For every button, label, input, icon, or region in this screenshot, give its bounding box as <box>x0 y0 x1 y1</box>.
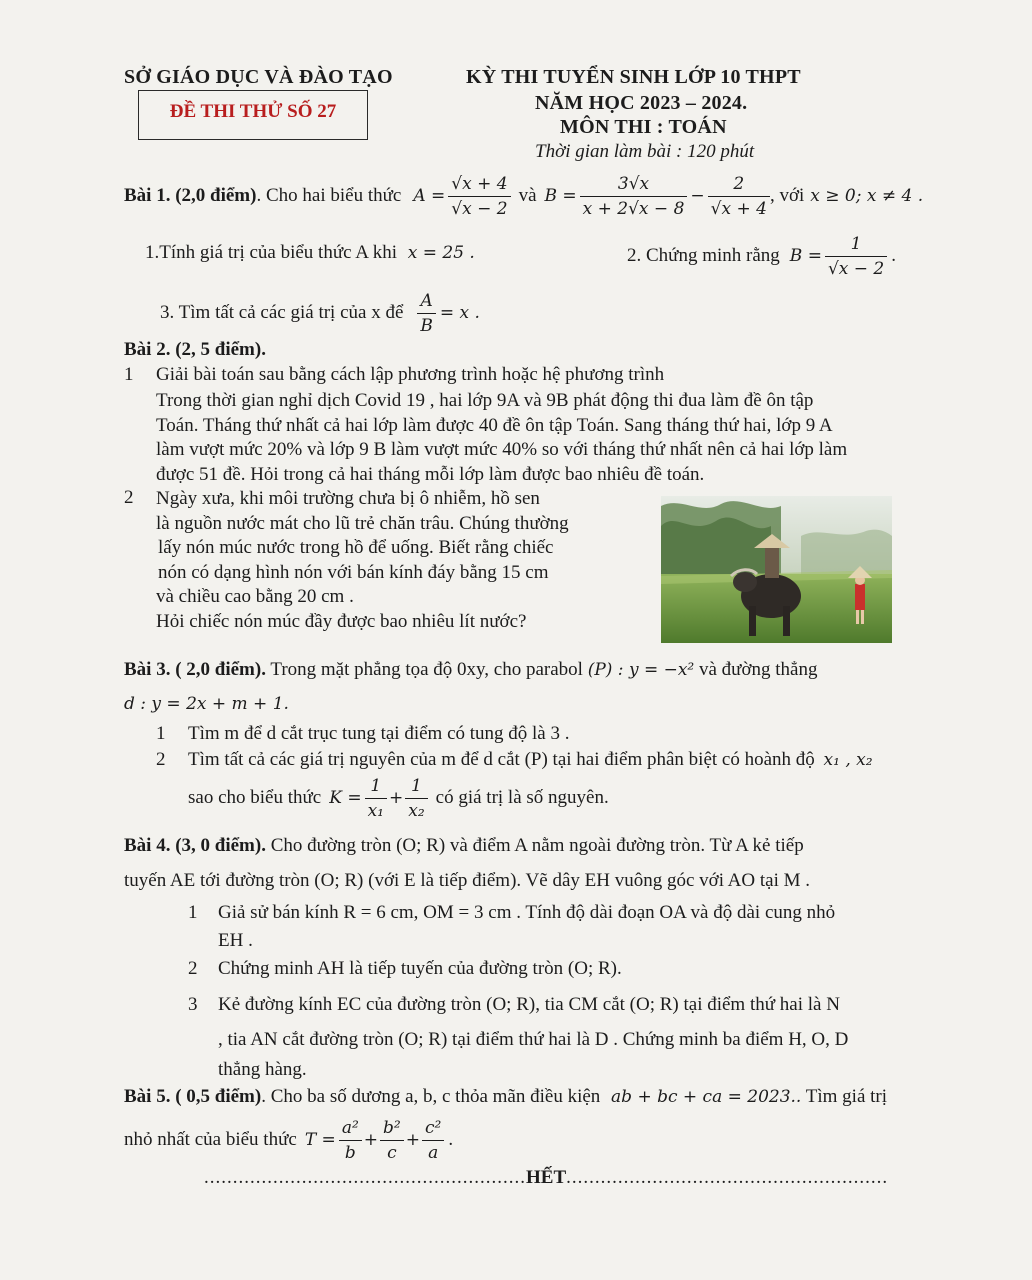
bai3-statement <box>124 659 818 681</box>
bai1-intro: . Cho hai biểu thức <box>256 185 402 206</box>
bai3-q2 <box>188 749 873 771</box>
dots-right: ........................................................ <box>566 1167 889 1188</box>
bai1-q2-fraction <box>825 232 887 281</box>
bai4-title: Bài 4. (3, 0 điểm). <box>124 835 266 856</box>
bai1-title: Bài 1. (2,0 điểm) <box>124 185 257 206</box>
T-numerator-2: b² <box>380 1116 404 1141</box>
bai4-q3b: , tia AN cắt đường tròn (O; R) tại điểm thứ hai là D . Chứng minh ba điểm H, O, D <box>218 1029 849 1050</box>
K-fraction-2 <box>405 774 427 823</box>
end-label: HẾT <box>526 1167 567 1188</box>
bai1-q2-lhs: B = <box>789 246 822 266</box>
bai4-q1: Giả sử bán kính R = 6 cm, OM = 3 cm . Tính độ dài đoạn OA và độ dài cung nhỏ <box>218 902 836 923</box>
bai3-parabola: (P) : y = −x² <box>587 660 695 680</box>
bai4-q1b: EH . <box>218 930 253 951</box>
bai1-q2-denominator: √x − 2 <box>827 258 885 279</box>
T-denominator-2: c <box>387 1142 397 1163</box>
bai2-p2-number: 2 <box>124 487 134 508</box>
bai2-p2-line: Ngày xưa, khi môi trường chưa bị ô nhiễm, hồ sen <box>156 488 540 509</box>
bai4-q3: Kẻ đường kính EC của đường tròn (O; R), tia CM cắt (O; R) tại điểm thứ hai là N <box>218 994 840 1015</box>
bai1-statement <box>124 168 923 224</box>
T-numerator-1: a² <box>339 1116 362 1141</box>
bai3-q2-text: Tìm tất cả các giá trị nguyên của m để d cắt (P) tại hai điểm phân biệt có hoành độ <box>188 749 815 770</box>
bai2-p1-line: làm vượt mức 20% và lớp 9 B làm vượt mức 40% so với tháng thứ nhất nên cả hai lớp làm <box>156 439 848 460</box>
minus-sign: − <box>690 186 705 206</box>
bai1-q3 <box>160 285 480 341</box>
bai5-end: . <box>448 1129 454 1150</box>
B-denominator-2: √x + 4 <box>710 198 767 219</box>
bai1-q2-numerator: 1 <box>825 232 887 257</box>
dots-left: ........................................................ <box>204 1167 526 1188</box>
bai2-p1-heading: Giải bài toán sau bằng cách lập phương trình hoặc hệ phương trình <box>156 364 665 385</box>
condition: x ≥ 0; x ≠ 4 . <box>810 186 924 206</box>
bai4-q3c: thẳng hàng. <box>218 1059 307 1080</box>
subject: MÔN THI : TOÁN <box>560 116 727 138</box>
bai2-p1-line: Trong thời gian nghỉ dịch Covid 19 , hai lớp 9A và 9B phát động thi đua làm đề ôn tập <box>156 390 814 411</box>
bai3-title: Bài 3. ( 2,0 điểm). <box>124 659 266 680</box>
bai4-intro: Cho đường tròn (O; R) và điểm A nằm ngoài đường tròn. Từ A kẻ tiếp <box>265 835 804 856</box>
bai2-title: Bài 2. (2, 5 điểm). <box>124 339 266 360</box>
A-denominator: √x − 2 <box>451 198 508 219</box>
bai5-title: Bài 5. ( 0,5 điểm) <box>124 1086 262 1107</box>
bai4-intro2: tuyến AE tới đường tròn (O; R) (với E là tiếp điểm). Vẽ dây EH vuông góc với AO tại M . <box>124 870 811 891</box>
duration: Thời gian làm bài : 120 phút <box>535 141 755 162</box>
bai3-intro: Trong mặt phẳng tọa độ 0xy, cho parabol <box>265 659 588 680</box>
bai1-q2-end: . <box>891 245 896 266</box>
B-numerator-1: 3√x <box>580 172 688 197</box>
bai3-q2-line2 <box>188 770 609 826</box>
K-numerator-1: 1 <box>365 774 387 799</box>
exam-number-box <box>138 90 368 140</box>
bai2-p1-line: Toán. Tháng thứ nhất cả hai lớp làm được 40 đề ôn tập Toán. Sang tháng thứ hai, lớp 9 A <box>156 414 833 436</box>
K-lhs: K = <box>329 788 362 808</box>
bai3-q1-number: 1 <box>156 723 166 744</box>
bai5-condition: ab + bc + ca = 2023.. <box>611 1087 802 1107</box>
bai2-p2-line: là nguồn nước mát cho lũ trẻ chăn trâu. Chúng thường <box>156 512 569 534</box>
T-fraction-3 <box>422 1116 444 1165</box>
bai5-statement <box>124 1086 887 1108</box>
bai4-q1-number: 1 <box>188 902 198 923</box>
B-fraction-1 <box>580 172 688 221</box>
bai2-p1-line: được 51 đề. Hỏi trong cả hai tháng mỗi lớp làm được bao nhiêu đề toán. <box>156 463 705 485</box>
B-fraction-2 <box>708 172 770 221</box>
bai5-line2-text: nhỏ nhất của biểu thức <box>124 1129 297 1150</box>
bai2-p2-line: lấy nón múc nước trong hồ để uống. Biết rằng chiếc <box>158 537 554 558</box>
bai4-statement <box>124 835 804 857</box>
plus-sign: + <box>405 1130 420 1150</box>
bai4-q2-number: 2 <box>188 958 198 979</box>
B-numerator-2: 2 <box>708 172 770 197</box>
school-year: NĂM HỌC 2023 – 2024. <box>535 92 748 114</box>
bai1-q2-text: 2. Chứng minh rằng <box>627 245 780 266</box>
T-fraction-2 <box>380 1116 404 1165</box>
bai2-p2-line: Hỏi chiếc nón múc đầy được bao nhiêu lít nước? <box>156 610 527 632</box>
bai1-q2 <box>627 228 896 284</box>
T-lhs: T = <box>304 1130 336 1150</box>
K-denominator-2: x₂ <box>408 800 425 821</box>
exam-number-label: ĐỀ THI THỬ SỐ 27 <box>169 101 337 122</box>
K-fraction-1 <box>365 774 387 823</box>
K-denominator-1: x₁ <box>367 800 384 821</box>
bai1-q3-text: 3. Tìm tất cả các giá trị của x để <box>160 302 404 323</box>
bai3-q2-end: có giá trị là số nguyên. <box>435 787 609 808</box>
bai3-line-d: d : y = 2x + m + 1. <box>124 694 289 714</box>
bai3-q2-line2-text: sao cho biểu thức <box>188 787 322 808</box>
bai2-p1-body <box>156 389 847 487</box>
T-fraction-1 <box>339 1116 362 1165</box>
bai4-q2: Chứng minh AH là tiếp tuyến của đường tròn (O; R). <box>218 958 622 979</box>
and-word: và <box>518 185 537 206</box>
bai2-p2-body <box>156 487 569 634</box>
B-denominator-1: x + 2√x − 8 <box>582 198 685 219</box>
bai3-q2-x: x₁ , x₂ <box>823 750 873 770</box>
condition-prefix: , với <box>769 185 805 206</box>
bai1-q3-fraction <box>417 289 436 338</box>
K-numerator-2: 1 <box>405 774 427 799</box>
bai4-q3-number: 3 <box>188 994 198 1015</box>
exam-title: KỲ THI TUYỂN SINH LỚP 10 THPT <box>466 66 801 88</box>
bai2-p2-line: nón có dạng hình nón với bán kính đáy bằng 15 cm <box>158 561 549 583</box>
bai3-intro2: và đường thẳng <box>694 659 818 680</box>
plus-sign: + <box>363 1130 379 1150</box>
bai2-p1-number: 1 <box>124 364 134 385</box>
bai1-q1-math: x = 25 . <box>407 243 475 263</box>
bai5-line2 <box>124 1112 453 1168</box>
A-lhs: A = <box>413 186 446 206</box>
buffalo-children-photo <box>661 496 892 643</box>
T-numerator-3: c² <box>422 1116 444 1141</box>
end-marker <box>204 1167 888 1189</box>
bai3-q1: Tìm m để d cắt trục tung tại điểm có tung độ là 3 . <box>188 723 570 744</box>
bai5-intro: . Cho ba số dương a, b, c thỏa mãn điều kiện <box>261 1086 601 1107</box>
bai1-q3-rhs: = x . <box>439 303 480 323</box>
bai2-p2-line: và chiều cao bằng 20 cm . <box>156 586 354 607</box>
photo-illustration <box>661 496 892 643</box>
bai1-q3-numerator: A <box>417 289 436 314</box>
A-fraction <box>448 172 510 221</box>
B-lhs: B = <box>544 186 577 206</box>
bai1-q1 <box>145 242 475 264</box>
bai1-q1-text: 1.Tính giá trị của biểu thức A khi <box>145 242 397 263</box>
bai5-intro-end: Tìm giá trị <box>801 1086 888 1107</box>
T-denominator-3: a <box>428 1142 439 1163</box>
bai3-q2-number: 2 <box>156 749 166 770</box>
dept-name: SỞ GIÁO DỤC VÀ ĐÀO TẠO <box>124 66 393 88</box>
bai1-q3-denominator: B <box>420 315 433 336</box>
A-numerator: √x + 4 <box>448 172 510 197</box>
T-denominator-1: b <box>344 1142 356 1163</box>
plus-sign: + <box>389 788 404 808</box>
